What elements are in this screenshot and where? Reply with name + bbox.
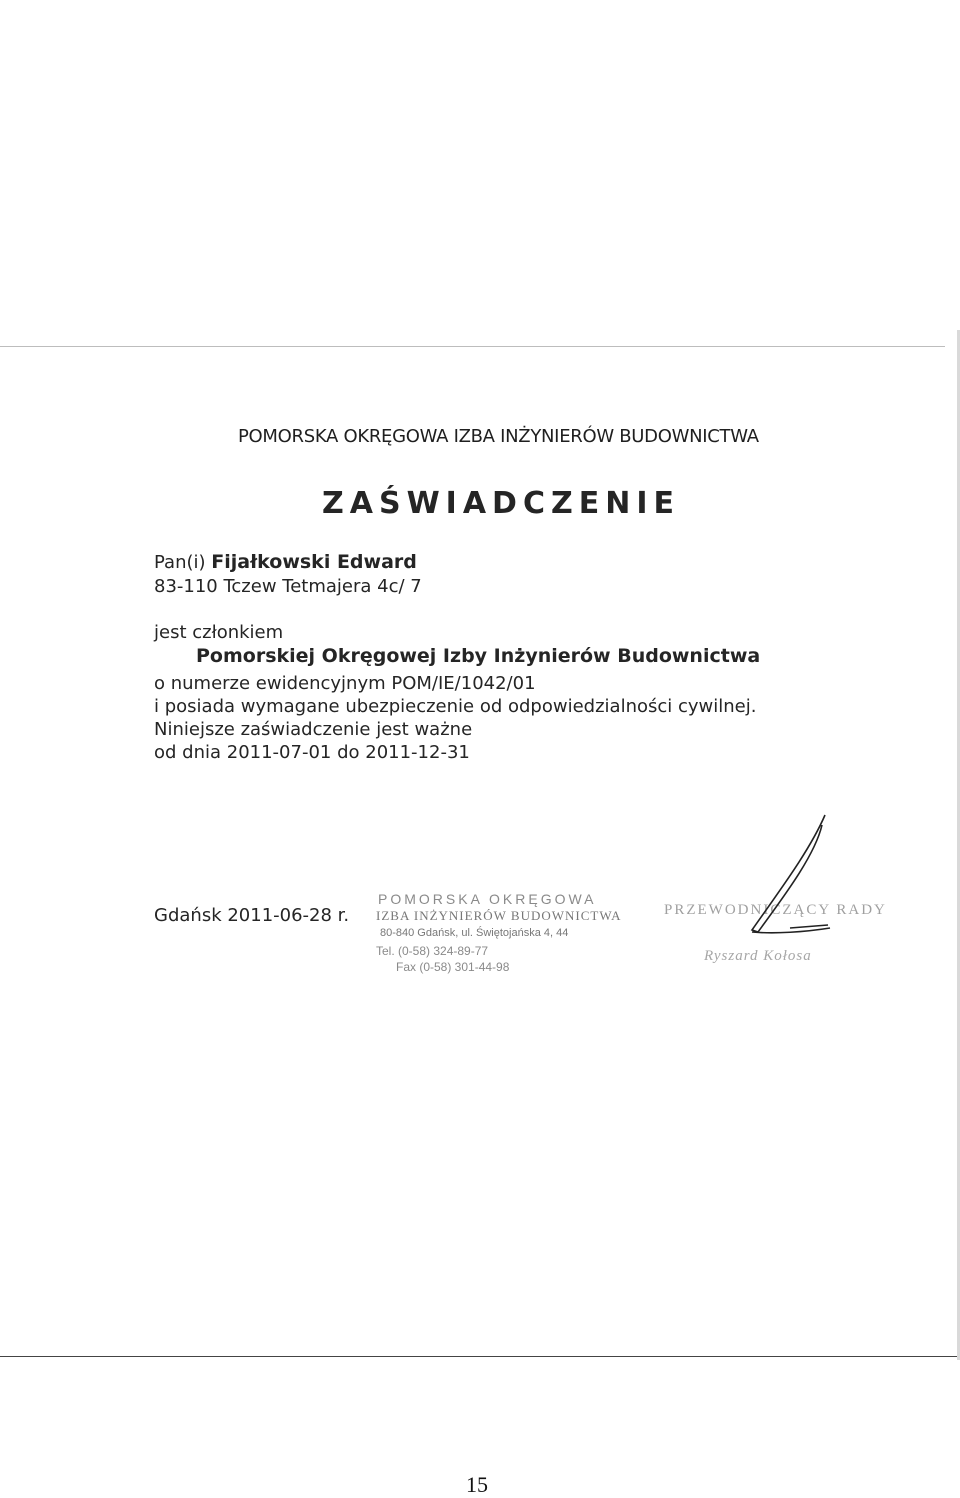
member-line: jest członkiem xyxy=(154,622,284,643)
page-number: 15 xyxy=(466,1472,488,1497)
stamp-line-3: 80-840 Gdańsk, ul. Świętojańska 4, 44 xyxy=(380,927,569,939)
recipient-address: 83-110 Tczew Tetmajera 4c/ 7 xyxy=(154,576,422,597)
stamp-line-2: IZBA INŻYNIERÓW BUDOWNICTWA xyxy=(376,908,622,923)
validity-date-range: od dnia 2011-07-01 do 2011-12-31 xyxy=(154,742,470,763)
stamp-line-4: Tel. (0-58) 324-89-77 xyxy=(376,944,489,958)
place-date: Gdańsk 2011-06-28 r. xyxy=(154,905,350,926)
validity-line: Niniejsze zaświadczenie jest ważne xyxy=(154,719,473,740)
signatory-title: PRZEWODNICZĄCY RADY xyxy=(664,902,887,918)
stamp-line-1: POMORSKA OKRĘGOWA xyxy=(378,891,597,907)
signatory-name: Ryszard Kołosa xyxy=(704,948,812,964)
organization-stamp xyxy=(376,891,626,975)
stamp-line-5: Fax (0-58) 301-44-98 xyxy=(396,960,510,974)
scan-top-rule xyxy=(0,346,945,347)
organization-header: POMORSKA OKRĘGOWA IZBA INŻYNIERÓW BUDOWNICTWA xyxy=(238,426,759,447)
handwritten-signature xyxy=(730,810,840,945)
insurance-line: i posiada wymagane ubezpieczenie od odpowiedzialności cywilnej. xyxy=(154,696,757,717)
chamber-name: Pomorskiej Okręgowej Izby Inżynierów Budownictwa xyxy=(196,645,761,667)
recipient-line xyxy=(154,551,417,573)
recipient-prefix: Pan(i) xyxy=(154,552,206,573)
recipient-name: Fijałkowski Edward xyxy=(211,551,417,573)
document-title: ZAŚWIADCZENIE xyxy=(322,486,680,521)
registration-line: o numerze ewidencyjnym POM/IE/1042/01 xyxy=(154,673,536,694)
scan-bottom-rule xyxy=(0,1356,960,1357)
